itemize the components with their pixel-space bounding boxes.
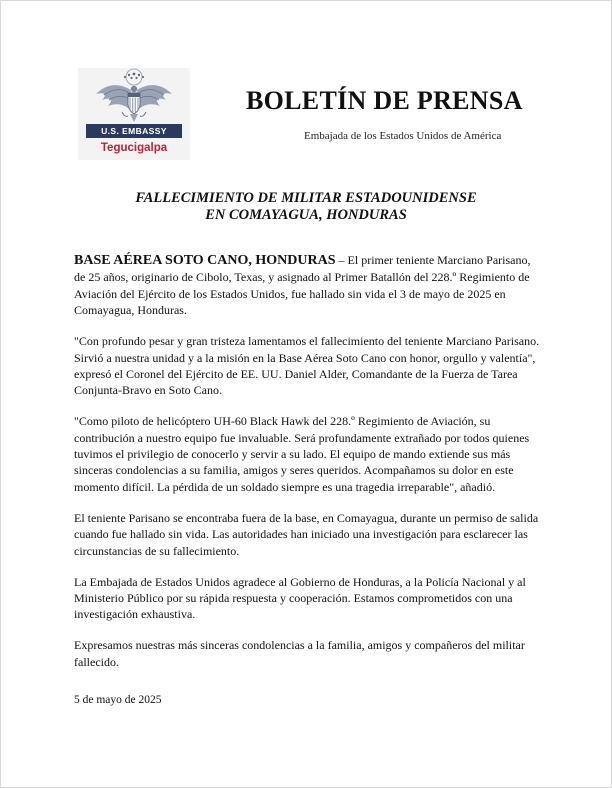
dateline: BASE AÉREA SOTO CANO, HONDURAS bbox=[74, 253, 336, 268]
page-title: BOLETÍN DE PRENSA bbox=[246, 86, 523, 115]
paragraph-2: "Con profundo pesar y gran tristeza lamentamos el fallecimiento del teniente Marciano Parisano. Sirvió a nuestra unidad y a la misión en la Base Aérea Soto Cano con honor, orgullo y valentía", expresó el Coronel del Ejército de EE. UU. Daniel Alder, Comandante de la Fuerza de Tarea Conjunta-Bravo en Soto Cano. bbox=[74, 334, 540, 398]
paragraph-4: El teniente Parisano se encontraba fuera de la base, en Comayagua, durante un permiso de salida cuando fue hallado sin vida. Las autoridades han iniciado una investigación para esclarecer las circunstancias de su fallecimiento. bbox=[74, 510, 539, 558]
eagle-seal-icon bbox=[78, 68, 190, 126]
embassy-logo bbox=[78, 68, 190, 160]
paragraph-6: Expresamos nuestras más sinceras condolencias a la familia, amigos y compañeros del militar fallecido. bbox=[74, 638, 525, 669]
logo-city-text: Tegucigalpa bbox=[100, 142, 168, 154]
paragraph-3: "Como piloto de helicóptero UH-60 Black Hawk del 228.º Regimiento de Aviación, su contribución a nuestro equipo fue invaluable. Será profundamente extrañado por todos quienes tuvimos el privilegio de conocerlo y servir a su lado. El equipo de mando extiende sus más sinceras condolencias a su familia, amigos y seres queridos. Acompañamos su dolor en este momento difícil. La pérdida de un soldado siempre es una tragedia irreparable", añadió. bbox=[74, 414, 530, 494]
paragraph-5: La Embajada de Estados Unidos agradece al Gobierno de Honduras, a la Policía Nacional y al Ministerio Público por su rápida respuesta y cooperación. Estamos comprometidos con una investigación exhaustiva. bbox=[74, 574, 526, 622]
logo-band-text: U.S. EMBASSY bbox=[86, 124, 182, 138]
release-date: 5 de mayo de 2025 bbox=[74, 694, 162, 706]
page-subtitle: Embajada de los Estados Unidos de América bbox=[304, 130, 502, 142]
article-body bbox=[74, 252, 544, 685]
headline-line-1: FALLECIMIENTO DE MILITAR ESTADOUNIDENSE bbox=[135, 190, 477, 206]
lead-text: – El primer teniente Marciano Parisano, de 25 años, originario de Cibolo, Texas, y asignado al Primer Batallón del 228.º Regimiento de Aviación del Ejército de los Estados Unidos, fue hallado sin vida el 3 de mayo de 2025 en Comayagua, Honduras. bbox=[74, 253, 531, 318]
headline-line-2: EN COMAYAGUA, HONDURAS bbox=[205, 207, 407, 223]
headline bbox=[80, 190, 532, 224]
lead-paragraph bbox=[74, 252, 544, 319]
